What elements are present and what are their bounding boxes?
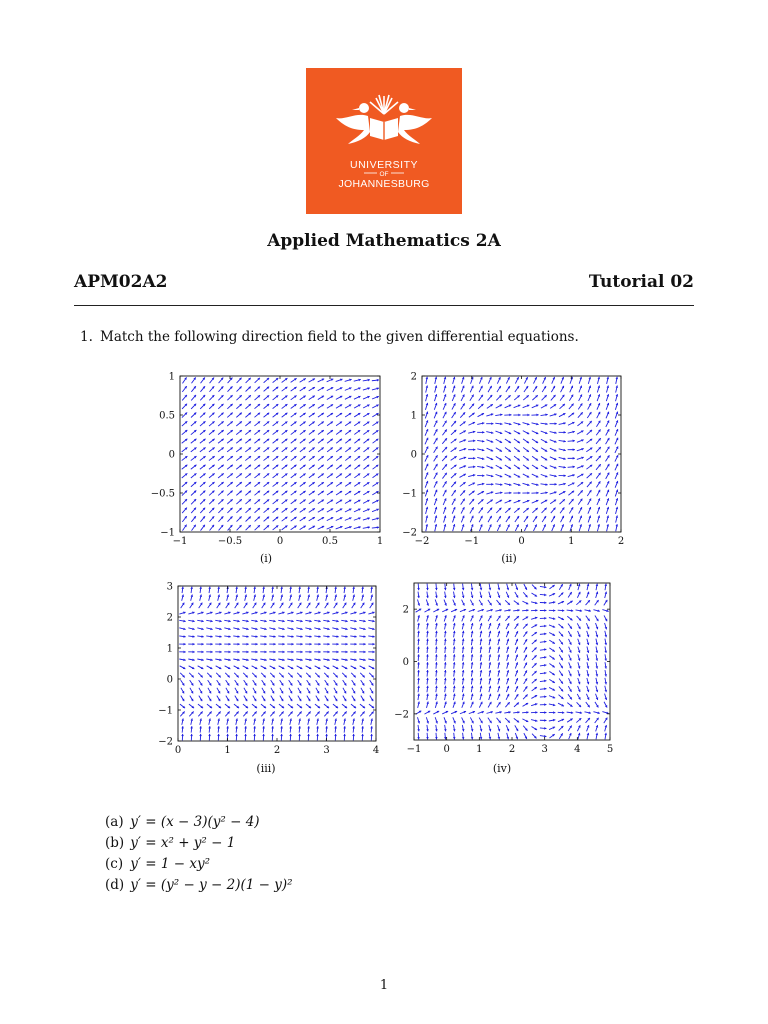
field-arrowhead	[377, 379, 379, 382]
field-arrowhead	[274, 651, 276, 654]
field-arrowhead	[544, 625, 546, 628]
field-arrowhead	[310, 651, 312, 654]
direction-field-iv-svg	[396, 576, 636, 760]
field-arrowhead	[544, 594, 546, 597]
field-arrowhead	[444, 654, 447, 656]
field-arrowhead	[462, 737, 465, 739]
field-arrowhead	[211, 651, 213, 654]
field-arrowhead	[426, 646, 429, 648]
field-arrowhead	[190, 734, 193, 736]
field-arrowhead	[292, 643, 294, 646]
field-arrowhead	[453, 654, 456, 656]
field-arrowhead	[426, 654, 429, 656]
field-arrowhead	[444, 646, 447, 648]
field-arrowhead	[220, 643, 222, 646]
x-tick-label: −2	[414, 536, 430, 547]
page-number: 1	[379, 978, 389, 993]
y-tick-label: −2	[402, 527, 417, 539]
field-arrowhead	[544, 633, 546, 636]
university-logo	[306, 68, 462, 214]
field-arrowhead	[280, 726, 283, 728]
field-arrowhead	[262, 734, 265, 736]
university-crest-icon	[306, 68, 462, 214]
field-arrowhead	[573, 448, 575, 451]
field-arrowhead	[199, 734, 202, 736]
field-arrowhead	[328, 651, 330, 654]
field-arrowhead	[435, 639, 438, 641]
field-arrowhead	[199, 726, 202, 728]
field-arrowhead	[444, 639, 447, 641]
y-tick-label: 0	[402, 657, 409, 668]
field-arrowhead	[247, 643, 249, 646]
question-1	[80, 329, 579, 345]
equation-a	[105, 812, 293, 833]
direction-field-ii-svg	[396, 366, 636, 550]
field-arrowhead	[220, 651, 222, 654]
x-tick-label: 0	[518, 536, 525, 547]
field-arrowhead	[417, 670, 420, 672]
equation-a-text: y′ = (x − 3)(y² − 4)	[130, 814, 260, 830]
field-arrowhead	[473, 440, 475, 443]
caption-i: (i)	[259, 552, 273, 565]
field-arrowhead	[573, 440, 575, 443]
field-arrowhead	[426, 686, 429, 688]
equation-c	[105, 854, 293, 875]
field-arrowhead	[355, 651, 357, 654]
field-arrowhead	[352, 734, 355, 736]
x-tick-label: −1	[406, 744, 422, 755]
field-arrowhead	[370, 726, 373, 728]
field-arrowhead	[562, 609, 564, 612]
field-arrowhead	[417, 686, 420, 688]
equation-b-label: (b)	[105, 835, 125, 851]
field-arrowhead	[256, 643, 258, 646]
y-tick-label: 0	[168, 449, 175, 461]
x-tick-label: 0	[276, 536, 284, 547]
vector-field	[416, 584, 609, 740]
x-tick-label: 1	[376, 536, 384, 547]
field-arrowhead	[564, 474, 566, 477]
field-arrowhead	[244, 734, 247, 736]
field-arrowhead	[238, 643, 240, 646]
field-arrowhead	[426, 670, 429, 672]
field-arrowhead	[444, 588, 447, 590]
x-tick-label: 1	[476, 744, 483, 755]
y-tick-label: −1	[402, 488, 417, 500]
direction-field-ii	[396, 366, 636, 550]
field-arrowhead	[373, 651, 375, 654]
field-arrowhead	[571, 711, 573, 714]
field-arrowhead	[544, 640, 546, 643]
direction-field-iv	[396, 576, 636, 760]
x-tick-label: 0	[443, 744, 450, 755]
field-arrowhead	[334, 726, 337, 728]
y-tick-label: 3	[166, 581, 173, 593]
field-arrowhead	[211, 643, 213, 646]
field-arrowhead	[346, 651, 348, 654]
field-arrowhead	[526, 609, 528, 612]
y-tick-label: 1	[168, 371, 175, 383]
x-tick-label: 2	[617, 536, 625, 547]
field-arrowhead	[544, 727, 546, 730]
x-tick-label: −1	[464, 536, 480, 547]
equation-c-label: (c)	[105, 856, 124, 872]
field-arrowhead	[473, 457, 475, 460]
field-arrowhead	[417, 737, 420, 739]
plot-frame	[414, 583, 610, 740]
logo-line-1: UNIVERSITY	[349, 159, 419, 171]
y-tick-label: −2	[158, 736, 173, 748]
header-rule	[74, 305, 694, 306]
x-tick-label: 2	[508, 744, 516, 755]
field-arrowhead	[544, 711, 546, 714]
field-arrowhead	[544, 680, 546, 683]
field-arrowhead	[491, 483, 493, 486]
field-arrowhead	[426, 631, 429, 633]
field-arrowhead	[453, 737, 456, 739]
field-arrowhead	[202, 643, 204, 646]
equation-a-label: (a)	[105, 814, 124, 830]
field-arrowhead	[184, 643, 186, 646]
y-tick-label: −1	[158, 705, 173, 717]
field-arrowhead	[298, 734, 301, 736]
direction-field-i-svg	[150, 366, 390, 550]
caption-iv: (iv)	[492, 762, 512, 775]
field-arrowhead	[462, 654, 465, 656]
field-arrowhead	[370, 734, 373, 736]
field-arrowhead	[417, 646, 420, 648]
field-arrowhead	[417, 631, 420, 633]
field-arrowhead	[417, 654, 420, 656]
field-arrowhead	[208, 726, 211, 728]
x-tick-label: 2	[273, 745, 281, 756]
field-arrowhead	[453, 588, 456, 590]
field-arrowhead	[518, 492, 520, 495]
y-tick-label: 0.5	[159, 410, 175, 422]
field-arrowhead	[544, 609, 546, 612]
x-tick-label: 5	[606, 744, 614, 755]
caption-ii: (ii)	[501, 552, 517, 565]
field-arrowhead	[307, 726, 310, 728]
field-arrowhead	[526, 711, 528, 714]
field-arrowhead	[265, 643, 267, 646]
field-arrowhead	[352, 726, 355, 728]
field-arrowhead	[417, 639, 420, 641]
field-arrowhead	[426, 588, 429, 590]
field-arrowhead	[544, 688, 546, 691]
y-tick-label: −1	[160, 527, 175, 539]
field-arrowhead	[426, 737, 429, 739]
field-arrowhead	[453, 662, 456, 664]
field-arrowhead	[364, 651, 366, 654]
field-arrowhead	[337, 651, 339, 654]
field-arrowhead	[301, 651, 303, 654]
field-arrowhead	[555, 483, 557, 486]
field-arrowhead	[536, 414, 538, 417]
field-arrowhead	[343, 726, 346, 728]
field-arrowhead	[280, 734, 283, 736]
equation-b	[105, 833, 293, 854]
field-arrowhead	[435, 646, 438, 648]
field-arrowhead	[319, 643, 321, 646]
field-arrowhead	[274, 643, 276, 646]
x-tick-label: 3	[323, 745, 330, 756]
field-arrowhead	[555, 422, 557, 425]
field-arrowhead	[325, 726, 328, 728]
field-arrowhead	[444, 737, 447, 739]
field-arrowhead	[244, 726, 247, 728]
x-tick-label: 1	[224, 745, 231, 756]
field-arrowhead	[535, 609, 537, 612]
field-arrowhead	[328, 643, 330, 646]
field-arrowhead	[426, 639, 429, 641]
field-arrowhead	[181, 726, 184, 728]
x-tick-label: 0.5	[322, 536, 338, 547]
x-tick-label: 4	[574, 744, 581, 755]
field-arrowhead	[202, 651, 204, 654]
direction-field-iii	[150, 576, 390, 760]
equation-b-text: y′ = x² + y² − 1	[130, 835, 236, 851]
course-code: APM02A2	[74, 272, 168, 292]
field-arrowhead	[337, 643, 339, 646]
field-arrowhead	[544, 719, 546, 722]
field-arrowhead	[544, 695, 546, 698]
field-arrowhead	[377, 526, 379, 529]
field-arrowhead	[283, 651, 285, 654]
field-arrowhead	[346, 643, 348, 646]
field-arrowhead	[238, 651, 240, 654]
x-tick-label: 1	[568, 536, 575, 547]
field-arrowhead	[453, 646, 456, 648]
field-arrowhead	[265, 651, 267, 654]
field-arrowhead	[573, 466, 575, 469]
field-arrowhead	[435, 654, 438, 656]
x-tick-label: 4	[372, 745, 380, 756]
y-tick-label: 2	[402, 604, 409, 616]
field-arrowhead	[271, 734, 274, 736]
field-arrowhead	[319, 651, 321, 654]
field-arrowhead	[289, 726, 292, 728]
direction-field-iii-svg	[150, 576, 390, 760]
field-arrowhead	[518, 414, 520, 417]
x-tick-label: −1	[172, 536, 188, 547]
equation-d	[105, 875, 293, 896]
y-tick-label: −0.5	[150, 488, 175, 500]
field-arrowhead	[444, 662, 447, 664]
field-arrowhead	[316, 734, 319, 736]
plot-frame	[178, 586, 376, 741]
vector-field	[182, 377, 379, 530]
field-arrowhead	[462, 662, 465, 664]
x-tick-label: −0.5	[217, 536, 243, 547]
field-arrowhead	[426, 662, 429, 664]
field-arrowhead	[564, 431, 566, 434]
field-arrowhead	[509, 492, 511, 495]
field-arrowhead	[473, 466, 475, 469]
field-arrowhead	[226, 734, 229, 736]
equation-d-label: (d)	[105, 877, 125, 893]
field-arrowhead	[325, 734, 328, 736]
field-arrowhead	[262, 726, 265, 728]
field-arrowhead	[482, 474, 484, 477]
field-arrowhead	[355, 643, 357, 646]
direction-field-i	[150, 366, 390, 550]
field-arrowhead	[181, 734, 184, 736]
field-arrowhead	[256, 651, 258, 654]
document-title: Applied Mathematics 2A	[267, 231, 501, 251]
field-arrowhead	[536, 492, 538, 495]
logo-line-2: OF	[379, 171, 389, 178]
y-tick-label: 0	[410, 449, 417, 461]
field-arrowhead	[482, 431, 484, 434]
equation-c-text: y′ = 1 − xy²	[130, 856, 211, 872]
field-arrowhead	[426, 678, 429, 680]
field-arrowhead	[444, 670, 447, 672]
field-arrowhead	[316, 726, 319, 728]
field-arrowhead	[417, 588, 420, 590]
field-arrowhead	[289, 734, 292, 736]
field-arrowhead	[553, 609, 555, 612]
field-arrowhead	[473, 448, 475, 451]
field-arrowhead	[417, 662, 420, 664]
field-arrowhead	[253, 726, 256, 728]
field-arrowhead	[190, 726, 193, 728]
field-arrowhead	[229, 643, 231, 646]
field-arrowhead	[235, 726, 238, 728]
field-arrowhead	[435, 588, 438, 590]
field-arrowhead	[193, 643, 195, 646]
field-arrowhead	[217, 734, 220, 736]
field-arrowhead	[301, 643, 303, 646]
vector-field	[179, 587, 375, 741]
y-tick-label: 2	[410, 371, 417, 383]
field-arrowhead	[435, 678, 438, 680]
field-arrowhead	[283, 643, 285, 646]
field-arrowhead	[435, 662, 438, 664]
y-tick-label: 0	[166, 674, 173, 686]
field-arrowhead	[509, 414, 511, 417]
field-arrowhead	[573, 457, 575, 460]
field-arrowhead	[235, 734, 238, 736]
field-arrowhead	[435, 737, 438, 739]
field-arrowhead	[544, 703, 546, 706]
field-arrowhead	[417, 678, 420, 680]
x-tick-label: 0	[174, 745, 182, 756]
field-arrowhead	[307, 734, 310, 736]
tutorial-label: Tutorial 02	[588, 272, 694, 292]
field-arrowhead	[343, 734, 346, 736]
y-tick-label: 1	[410, 410, 417, 422]
field-arrowhead	[226, 726, 229, 728]
equation-d-text: y′ = (y² − y − 2)(1 − y)²	[130, 877, 293, 893]
field-arrowhead	[247, 651, 249, 654]
field-arrowhead	[544, 617, 546, 620]
field-arrowhead	[217, 726, 220, 728]
field-arrowhead	[229, 651, 231, 654]
field-arrowhead	[298, 726, 301, 728]
field-arrowhead	[364, 643, 366, 646]
field-arrowhead	[193, 651, 195, 654]
question-number: 1.	[80, 329, 93, 345]
y-tick-label: 1	[166, 643, 173, 655]
y-tick-label: 2	[166, 612, 173, 624]
field-arrowhead	[435, 670, 438, 672]
field-arrowhead	[271, 726, 274, 728]
y-tick-label: −2	[394, 709, 409, 721]
field-arrowhead	[373, 643, 375, 646]
field-arrowhead	[310, 643, 312, 646]
x-tick-label: 3	[541, 744, 548, 755]
field-arrowhead	[527, 492, 529, 495]
field-arrowhead	[453, 670, 456, 672]
vector-field	[425, 377, 618, 531]
caption-iii: (iii)	[256, 762, 276, 775]
field-arrowhead	[562, 711, 564, 714]
field-arrowhead	[535, 711, 537, 714]
equation-list	[105, 812, 293, 896]
field-arrowhead	[334, 734, 337, 736]
plot-frame	[422, 376, 621, 532]
field-arrowhead	[491, 422, 493, 425]
field-arrowhead	[527, 414, 529, 417]
field-arrowhead	[553, 711, 555, 714]
field-arrowhead	[462, 588, 465, 590]
field-arrowhead	[571, 609, 573, 612]
field-arrowhead	[184, 651, 186, 654]
field-arrowhead	[253, 734, 256, 736]
field-arrowhead	[208, 734, 211, 736]
field-arrowhead	[292, 651, 294, 654]
field-arrowhead	[361, 726, 364, 728]
field-arrowhead	[544, 601, 546, 604]
field-arrowhead	[361, 734, 364, 736]
logo-line-3: JOHANNESBURG	[338, 178, 430, 190]
field-arrowhead	[444, 678, 447, 680]
question-text: Match the following direction field to the given differential equations.	[100, 329, 579, 345]
